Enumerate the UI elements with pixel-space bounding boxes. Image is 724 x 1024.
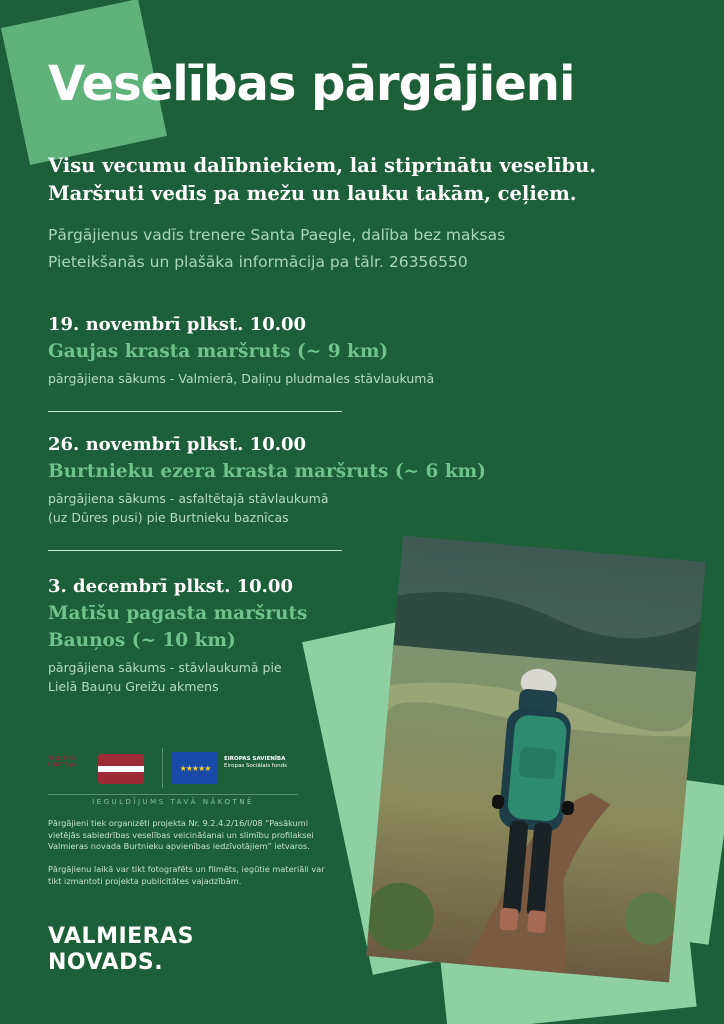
tagline: IEGULDĪJUMS TAVĀ NĀKOTNĒ [92,798,254,806]
subtitle-line: Visu vecumu dalībniekiem, lai stiprinātu veselību. [48,154,597,177]
eu-flag-icon: ★★★★★ [172,752,218,784]
media-note: Pārgājienu laikā var tikt fotografēts un filmēts, iegūtie materiāli var tikt izmantoti projekta publicitātes vajadzībām. [48,864,325,886]
event-date: 26. novembrī plkst. 10.00 [48,434,307,455]
brand-line: VALMIERAS [48,924,194,949]
event-start-line: pārgājiena sākums - stāvlaukumā pie [48,660,282,675]
logo-separator [162,748,163,788]
event-date: 19. novembrī plkst. 10.00 [48,314,307,335]
event-start-line: Lielā Bauņu Greižu akmens [48,679,219,694]
subtitle-line: Maršruti vedīs pa mežu un lauku takām, ceļiem. [48,182,577,205]
ministry-text: VESELĪBAS MINISTRIJA [48,756,76,768]
event-route: Burtnieku ezera krasta maršruts (~ 6 km) [48,461,486,482]
divider [48,411,342,412]
latvia-flag-icon [98,754,144,784]
divider [48,550,342,551]
hiker-illustration [366,536,706,983]
sponsor-logos [48,748,308,792]
event-date: 3. decembrī plkst. 10.00 [48,576,293,597]
brand-line: NOVADS. [48,950,164,975]
event-2 [48,432,568,527]
eu-text [224,756,304,770]
event-start-line: (uz Dūres pusi) pie Burtnieku baznīcas [48,510,289,525]
event-route-line: Matīšu pagasta maršruts [48,603,308,624]
brand-logo [48,924,194,976]
hiker-photo [366,536,706,983]
info-line: Pieteikšanās un plašāka informācija pa tālr. 26356550 [48,253,468,271]
event-route: Gaujas krasta maršruts (~ 9 km) [48,341,389,362]
poster-title: Veselības pārgājieni [48,56,575,112]
event-start-line: pārgājiena sākums - asfaltētajā stāvlaukumā [48,491,329,506]
eu-title: EIROPAS SAVIENĪBA [224,756,286,762]
event-start [48,489,568,527]
tagline-divider [48,794,298,795]
info-line: Pārgājienus vadīs trenere Santa Paegle, dalība bez maksas [48,226,506,244]
event-start: pārgājiena sākums - Valmierā, Daliņu pludmales stāvlaukumā [48,371,435,386]
subtitle [48,152,688,208]
info-text [48,222,688,276]
project-note: Pārgājieni tiek organizēti projekta Nr. 9.2.4.2/16/I/08 “Pasākumi vietējās sabiedrības veselības veicināšanai un slimību profilaksei Valmieras novada Burtnieku apvienības iedzīvotājiem” ietvaros. [48,818,314,851]
event-route-line: Bauņos (~ 10 km) [48,630,236,651]
event-1 [48,312,568,388]
eu-fund: Eiropas Sociālais fonds [224,763,287,769]
ministry-logo [48,756,92,796]
